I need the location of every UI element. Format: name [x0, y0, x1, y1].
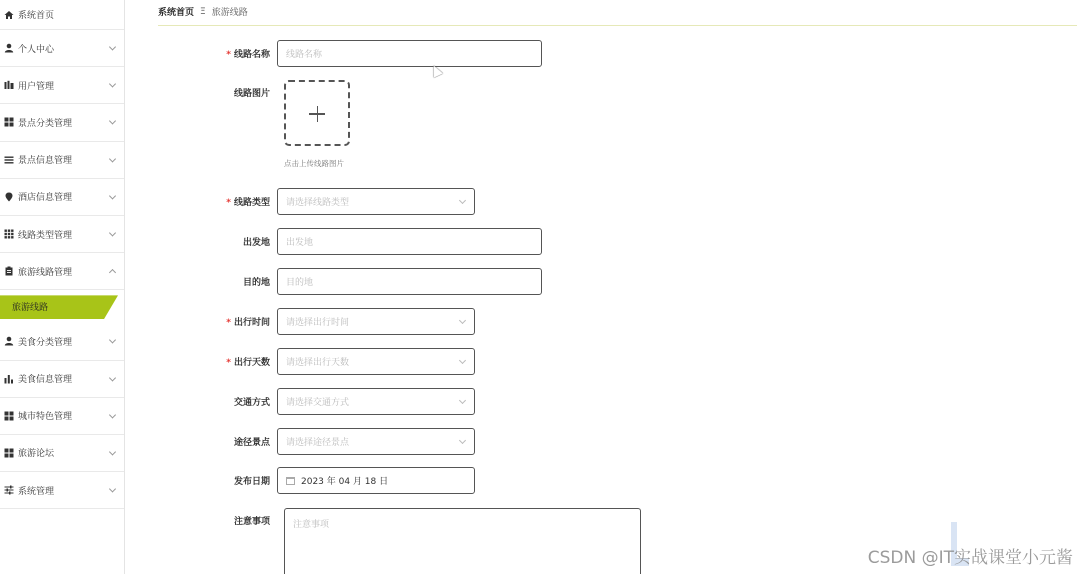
sidebar-item-hotel[interactable]: [0, 179, 124, 216]
route-name-label: * 线路名称: [226, 50, 270, 60]
sidebar-item-label: 用户管理: [18, 81, 55, 92]
notes-label: 注意事项: [233, 517, 270, 527]
destination-label: 目的地: [242, 278, 270, 288]
sidebar-item-forum[interactable]: [0, 435, 124, 472]
publish-date-value: 2023 年 04 月 18 日: [301, 477, 389, 487]
sidebar-item-label: 酒店信息管理: [18, 193, 73, 204]
sidebar: [0, 0, 125, 574]
travel-days-select[interactable]: [277, 348, 475, 375]
chevron-down-icon: [459, 357, 466, 364]
publish-date-label: 发布日期: [233, 477, 270, 487]
chevron-down-icon: [109, 155, 116, 162]
home-icon: [4, 10, 14, 20]
form-row-transport: [200, 388, 475, 415]
sidebar-item-profile[interactable]: [0, 30, 124, 67]
plus-icon-vertical: [317, 106, 319, 122]
sidebar-item-system[interactable]: [0, 472, 124, 509]
chevron-down-icon: [109, 448, 116, 455]
publish-date-picker[interactable]: [277, 467, 475, 494]
chevron-down-icon: [109, 229, 116, 236]
required-mark: *: [226, 198, 231, 208]
sidebar-item-food-info[interactable]: [0, 361, 124, 398]
travel-time-placeholder: 请选择出行时间: [286, 318, 350, 328]
sidebar-item-spot-info[interactable]: [0, 142, 124, 179]
form-row-notes: [200, 514, 277, 527]
clipboard-icon: [4, 266, 14, 276]
bar-chart-icon: [4, 374, 14, 384]
sidebar-item-label: 美食分类管理: [18, 337, 73, 348]
sidebar-item-label: 美食信息管理: [18, 375, 73, 386]
chevron-down-icon: [109, 337, 116, 344]
form-row-route-image: [200, 86, 277, 99]
destination-input[interactable]: [277, 268, 542, 295]
travel-days-label: * 出行天数: [226, 358, 270, 368]
chevron-down-icon: [459, 437, 466, 444]
sidebar-item-label: 系统首页: [18, 11, 55, 21]
form-row-destination: [200, 268, 542, 295]
sliders-icon: [4, 485, 14, 495]
chevron-down-icon: [459, 397, 466, 404]
sidebar-item-spot-category[interactable]: [0, 104, 124, 141]
sidebar-item-label: 个人中心: [18, 44, 55, 55]
form-row-spots: [200, 428, 475, 455]
transport-label: 交通方式: [233, 398, 270, 408]
required-mark: *: [226, 358, 231, 368]
spots-placeholder: 请选择途径景点: [286, 438, 350, 448]
sidebar-item-label: 旅游论坛: [18, 449, 55, 460]
route-name-placeholder: 线路名称: [286, 50, 323, 60]
form-row-travel-days: [200, 348, 475, 375]
user-icon: [4, 336, 14, 346]
chevron-up-icon: [109, 269, 116, 276]
image-upload-button[interactable]: [284, 80, 350, 146]
spots-label: 途径景点: [233, 438, 270, 448]
upload-hint: 点击上传线路图片: [284, 159, 344, 168]
required-mark: *: [226, 50, 231, 60]
route-name-input[interactable]: [277, 40, 542, 67]
chevron-down-icon: [109, 486, 116, 493]
form-row-departure: [200, 228, 542, 255]
grid-icon: [4, 411, 14, 421]
departure-placeholder: 出发地: [286, 238, 314, 248]
travel-time-select[interactable]: [277, 308, 475, 335]
breadcrumb-separator: Ξ: [200, 6, 206, 17]
calendar-icon: [286, 477, 295, 485]
breadcrumb: [158, 5, 248, 18]
departure-input[interactable]: [277, 228, 542, 255]
chevron-down-icon: [109, 44, 116, 51]
form-row-publish-date: [200, 467, 475, 494]
sidebar-item-label: 城市特色管理: [18, 412, 73, 423]
notes-placeholder: 注意事项: [293, 520, 330, 530]
form-row-travel-time: [200, 308, 475, 335]
chevron-down-icon: [109, 81, 116, 88]
sidebar-item-users[interactable]: [0, 67, 124, 104]
sidebar-item-label: 线路类型管理: [18, 230, 73, 241]
breadcrumb-divider: [158, 25, 1077, 26]
apps-icon: [4, 229, 14, 239]
sidebar-item-label: 景点信息管理: [18, 156, 73, 167]
route-type-placeholder: 请选择线路类型: [286, 198, 350, 208]
route-type-select[interactable]: [277, 188, 475, 215]
travel-days-placeholder: 请选择出行天数: [286, 358, 350, 368]
breadcrumb-current: 旅游线路: [211, 8, 248, 18]
sidebar-item-route-type[interactable]: [0, 216, 124, 253]
sidebar-subitem-route[interactable]: [0, 290, 124, 323]
chevron-down-icon: [109, 374, 116, 381]
sidebar-item-label: 系统管理: [18, 486, 55, 497]
sidebar-item-home[interactable]: [0, 0, 124, 30]
transport-placeholder: 请选择交通方式: [286, 398, 350, 408]
required-mark: *: [226, 318, 231, 328]
chevron-down-icon: [459, 197, 466, 204]
travel-time-label: * 出行时间: [226, 318, 270, 328]
sidebar-item-label: 景点分类管理: [18, 118, 73, 129]
chevron-down-icon: [109, 118, 116, 125]
sidebar-item-route-manage[interactable]: [0, 253, 124, 290]
grid-icon: [4, 448, 14, 458]
sidebar-item-city-feature[interactable]: [0, 398, 124, 435]
route-image-label: 线路图片: [233, 89, 270, 99]
transport-select[interactable]: [277, 388, 475, 415]
chevron-down-icon: [459, 317, 466, 324]
form-row-route-type: [200, 188, 475, 215]
chevron-down-icon: [109, 192, 116, 199]
location-pin-icon: [4, 192, 14, 202]
form-row-route-name: [200, 40, 542, 67]
destination-placeholder: 目的地: [286, 278, 314, 288]
watermark-text: CSDN @IT实战课堂小元酱: [867, 548, 1073, 568]
sidebar-item-food-category[interactable]: [0, 323, 124, 360]
users-icon: [4, 80, 14, 90]
list-icon: [4, 155, 14, 165]
spots-select[interactable]: [277, 428, 475, 455]
user-icon: [4, 43, 14, 53]
grid-icon: [4, 117, 14, 127]
chevron-down-icon: [109, 411, 116, 418]
departure-label: 出发地: [242, 238, 270, 248]
notes-textarea[interactable]: [284, 508, 641, 574]
route-type-label: * 线路类型: [226, 198, 270, 208]
sidebar-item-label: 旅游线路管理: [18, 267, 73, 278]
sidebar-subitem-label: 旅游线路: [12, 303, 49, 314]
breadcrumb-home[interactable]: 系统首页: [158, 8, 195, 18]
